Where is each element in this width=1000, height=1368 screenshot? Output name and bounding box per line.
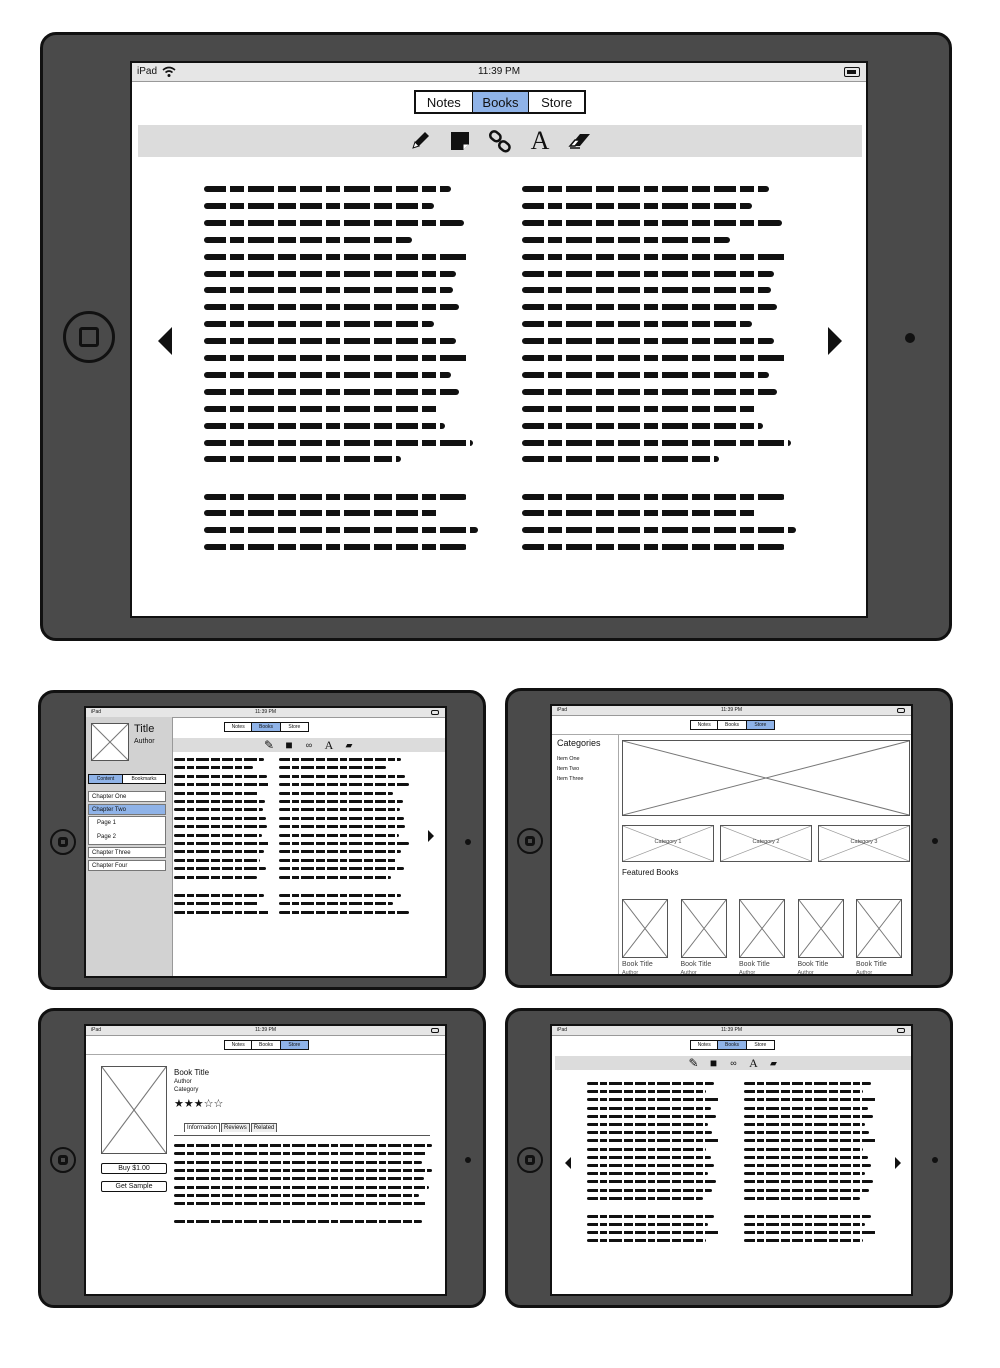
placeholder-text-line: [587, 1189, 712, 1192]
placeholder-text-line: [587, 1107, 711, 1110]
placeholder-text-line: [587, 1148, 706, 1151]
placeholder-text-line: [522, 338, 774, 344]
placeholder-text-line: [174, 1194, 419, 1197]
detail-ipad-frame: [38, 1008, 486, 1308]
category-item-two[interactable]: Item Two: [557, 766, 580, 772]
font-icon[interactable]: A: [749, 1055, 758, 1070]
placeholder-text-line: [744, 1189, 869, 1192]
placeholder-text-line: [744, 1239, 863, 1242]
category-tile-1[interactable]: [622, 825, 714, 862]
tab-content[interactable]: Content: [89, 775, 123, 783]
status-bar: [132, 63, 866, 82]
placeholder-text-line: [174, 766, 253, 769]
placeholder-text-line: [204, 321, 434, 327]
book-title[interactable]: Book Title: [797, 961, 829, 968]
placeholder-text-line: [174, 894, 264, 897]
placeholder-text-line: [204, 254, 470, 260]
top-tab-bar: [224, 722, 309, 732]
placeholder-text-line: [204, 237, 412, 243]
camera-icon: [932, 838, 938, 844]
category-tile-2[interactable]: [720, 825, 812, 862]
right-page-text: [522, 186, 796, 586]
placeholder-text-line: [522, 321, 752, 327]
status-time: 11:39 PM: [720, 707, 743, 713]
placeholder-text-line: [279, 817, 404, 820]
tab-store[interactable]: Store: [754, 1042, 767, 1048]
top-tab-bar: [690, 720, 775, 730]
placeholder-text-line: [174, 808, 263, 811]
placeholder-text-line: [744, 1164, 871, 1167]
placeholder-text-line: [204, 203, 434, 209]
placeholder-text-line: [744, 1172, 865, 1175]
placeholder-text-line: [744, 1231, 876, 1234]
placeholder-text-line: [522, 372, 769, 378]
main-screen: [130, 61, 868, 618]
featured-banner-placeholder[interactable]: [622, 740, 910, 816]
placeholder-text-line: [522, 510, 758, 516]
store-ipad-frame: [505, 688, 953, 988]
buy-button[interactable]: Buy $1.00: [101, 1163, 167, 1174]
book-cover-placeholder[interactable]: [856, 899, 902, 958]
placeholder-text-line: [744, 1123, 865, 1126]
toc-item-chapter-two[interactable]: Chapter Two: [88, 804, 166, 815]
placeholder-text-line: [522, 186, 769, 192]
placeholder-text-line: [522, 355, 788, 361]
placeholder-text-line: [174, 1161, 422, 1164]
battery-icon: [897, 1028, 905, 1033]
placeholder-text-line: [174, 800, 265, 803]
toc-ipad-frame: [38, 690, 486, 990]
toc-panel-tabs: [88, 774, 166, 784]
placeholder-text-line: [587, 1123, 708, 1126]
placeholder-text-line: [279, 859, 396, 862]
placeholder-text-line: [522, 406, 758, 412]
book-title: Book Title: [174, 1068, 210, 1077]
placeholder-text-line: [174, 1169, 432, 1172]
placeholder-text-line: [174, 1152, 427, 1155]
detail-screen: [84, 1024, 447, 1296]
tab-notes[interactable]: Notes: [416, 92, 473, 112]
battery-icon: [844, 67, 860, 77]
store-screen: [550, 704, 913, 976]
toc-item-chapter-three[interactable]: Chapter Three: [88, 847, 166, 858]
placeholder-text-line: [587, 1131, 712, 1134]
category-tile-label: Category 1: [654, 839, 682, 845]
placeholder-text-line: [279, 758, 401, 761]
placeholder-text-line: [204, 186, 451, 192]
placeholder-text-line: [587, 1180, 716, 1183]
detail-tabs: [184, 1123, 277, 1132]
home-button-icon[interactable]: [50, 1147, 76, 1173]
placeholder-text-line: [279, 783, 409, 786]
eraser-icon[interactable]: ▰: [770, 1057, 777, 1068]
right-page-text: [744, 1082, 876, 1282]
description-text: [174, 1144, 432, 1244]
status-time: 11:39 PM: [254, 1027, 277, 1033]
placeholder-text-line: [174, 842, 270, 845]
carrier-label: iPad: [557, 1027, 568, 1033]
placeholder-text-line: [587, 1156, 711, 1159]
main-ipad-frame: [40, 32, 952, 641]
book-cover-placeholder: [101, 1066, 167, 1154]
placeholder-text-line: [174, 775, 267, 778]
star-icon[interactable]: ☆: [203, 1098, 214, 1110]
placeholder-text-line: [174, 783, 270, 786]
placeholder-text-line: [522, 423, 763, 429]
book-title: Title: [134, 723, 155, 735]
carrier-label: iPad: [91, 1027, 102, 1033]
toc-item-page-2[interactable]: Page 2: [88, 829, 166, 845]
toc-screen: [84, 706, 447, 978]
book-author: Author: [622, 970, 639, 976]
placeholder-text-line: [279, 800, 403, 803]
tab-books[interactable]: Books: [252, 1041, 280, 1049]
placeholder-text-line: [174, 911, 270, 914]
book-title[interactable]: Book Title: [856, 961, 887, 968]
toc-item-chapter-one[interactable]: Chapter One: [88, 791, 166, 802]
status-bar: [552, 706, 911, 716]
placeholder-text-line: [279, 894, 401, 897]
placeholder-text-line: [587, 1098, 719, 1101]
placeholder-text-line: [587, 1115, 716, 1118]
book-title[interactable]: Book Title: [680, 961, 712, 968]
book-author: Author: [797, 970, 814, 976]
placeholder-text-line: [204, 544, 467, 550]
status-time: 11:39 PM: [720, 1027, 743, 1033]
left-page-text: [174, 758, 270, 958]
carrier-label: iPad: [137, 66, 158, 77]
status-bar: [552, 1026, 911, 1036]
tab-reviews[interactable]: Reviews: [221, 1123, 250, 1132]
category-item-three[interactable]: Item Three: [557, 776, 584, 782]
featured-books-heading: Featured Books: [622, 868, 679, 877]
placeholder-text-line: [522, 287, 771, 293]
placeholder-text-line: [174, 1144, 432, 1147]
tab-books[interactable]: Books: [718, 1041, 746, 1049]
placeholder-text-line: [744, 1223, 865, 1226]
top-tab-bar: [414, 90, 586, 114]
placeholder-text-line: [744, 1115, 873, 1118]
tab-store[interactable]: Store: [541, 94, 573, 110]
status-bar: [86, 1026, 445, 1036]
placeholder-text-line: [744, 1107, 868, 1110]
placeholder-text-line: [744, 1131, 869, 1134]
book-category: Category: [174, 1087, 199, 1093]
category-tile-3[interactable]: [818, 825, 910, 862]
star-icon[interactable]: ★: [183, 1098, 194, 1110]
placeholder-text-line: [279, 766, 386, 769]
tab-books[interactable]: Books: [473, 92, 530, 112]
placeholder-text-line: [204, 338, 456, 344]
placeholder-text-line: [279, 842, 409, 845]
camera-icon: [465, 839, 471, 845]
placeholder-text-line: [744, 1215, 871, 1218]
placeholder-text-line: [204, 389, 459, 395]
home-button-icon[interactable]: [517, 828, 543, 854]
tab-information[interactable]: Information: [184, 1123, 220, 1132]
pencil-icon[interactable]: ✎: [688, 1056, 699, 1070]
star-icon[interactable]: ★: [174, 1098, 184, 1110]
pencil-icon[interactable]: ✎: [263, 738, 275, 752]
link-icon[interactable]: ∞: [305, 740, 313, 750]
tab-books[interactable]: Books: [718, 721, 746, 729]
link-icon[interactable]: ∞: [730, 1058, 737, 1068]
placeholder-text-line: [279, 867, 404, 870]
placeholder-text-line: [204, 510, 440, 516]
placeholder-text-line: [174, 902, 258, 905]
placeholder-text-line: [174, 1177, 424, 1180]
battery-icon: [897, 708, 905, 713]
home-button-icon[interactable]: [517, 1147, 543, 1173]
placeholder-text-line: [522, 254, 788, 260]
camera-icon: [465, 1157, 471, 1163]
home-button-icon[interactable]: [63, 311, 115, 363]
header-divider: [86, 1054, 447, 1055]
placeholder-text-line: [522, 237, 730, 243]
placeholder-text-line: [522, 203, 752, 209]
home-button-icon[interactable]: [50, 829, 76, 855]
placeholder-text-line: [174, 867, 266, 870]
book-author: Author: [134, 738, 155, 745]
placeholder-text-line: [204, 406, 440, 412]
reader-small-ipad-frame: [505, 1008, 953, 1308]
placeholder-text-line: [174, 825, 267, 828]
star-rating[interactable]: [174, 1097, 223, 1110]
book-author: Author: [174, 1079, 192, 1085]
carrier-label: iPad: [557, 707, 568, 713]
placeholder-text-line: [587, 1139, 719, 1142]
placeholder-text-line: [744, 1139, 876, 1142]
camera-icon: [932, 1157, 938, 1163]
placeholder-text-line: [587, 1223, 708, 1226]
tab-notes[interactable]: Notes: [225, 723, 252, 731]
font-icon[interactable]: A: [324, 737, 334, 752]
book-cover-placeholder: [91, 723, 129, 761]
placeholder-text-line: [204, 355, 470, 361]
placeholder-text-line: [522, 220, 782, 226]
placeholder-text-line: [279, 902, 393, 905]
tab-notes[interactable]: Notes: [225, 1041, 252, 1049]
placeholder-text-line: [204, 494, 467, 500]
placeholder-text-line: [587, 1164, 714, 1167]
placeholder-text-line: [204, 220, 464, 226]
placeholder-text-line: [522, 494, 785, 500]
placeholder-text-line: [174, 1186, 429, 1189]
placeholder-text-line: [522, 544, 785, 550]
category-tile-label: Category 3: [850, 839, 878, 845]
placeholder-text-line: [279, 876, 391, 879]
reader-small-screen: [550, 1024, 913, 1296]
sticky-note-icon[interactable]: [440, 130, 480, 152]
font-icon[interactable]: A: [530, 126, 550, 155]
book-author: Author: [680, 970, 697, 976]
book-cover-placeholder[interactable]: [622, 899, 668, 958]
placeholder-text-line: [744, 1156, 868, 1159]
placeholder-text-line: [279, 808, 400, 811]
placeholder-text-line: [744, 1180, 873, 1183]
placeholder-text-line: [279, 850, 401, 853]
left-page-text: [587, 1082, 719, 1282]
battery-icon: [431, 1028, 439, 1033]
star-icon[interactable]: ★: [193, 1098, 204, 1110]
placeholder-text-line: [744, 1098, 876, 1101]
annotation-toolbar: [138, 125, 862, 157]
eraser-icon[interactable]: [560, 130, 600, 152]
placeholder-text-line: [279, 792, 393, 795]
annotation-toolbar: [555, 1056, 912, 1070]
prev-page-arrow-icon[interactable]: [158, 327, 172, 355]
placeholder-text-line: [279, 825, 405, 828]
book-author: Author: [739, 970, 756, 976]
star-icon[interactable]: ☆: [213, 1098, 224, 1110]
annotation-toolbar: [173, 738, 445, 752]
placeholder-text-line: [522, 527, 796, 533]
placeholder-text-line: [587, 1172, 708, 1175]
placeholder-text-line: [174, 792, 258, 795]
placeholder-text-line: [204, 287, 453, 293]
placeholder-text-line: [204, 440, 473, 446]
placeholder-text-line: [587, 1215, 714, 1218]
placeholder-text-line: [587, 1231, 719, 1234]
prev-page-arrow-icon[interactable]: [565, 1157, 571, 1169]
pencil-icon[interactable]: [400, 130, 440, 152]
status-time: 11:39 PM: [477, 66, 521, 77]
placeholder-text-line: [174, 1220, 422, 1223]
book-title[interactable]: Book Title: [622, 961, 653, 968]
placeholder-text-line: [744, 1082, 871, 1085]
categories-heading: Categories: [557, 738, 601, 748]
placeholder-text-line: [174, 859, 260, 862]
placeholder-text-line: [204, 527, 478, 533]
top-tab-bar: [224, 1040, 309, 1050]
placeholder-text-line: [522, 271, 774, 277]
placeholder-text-line: [522, 389, 777, 395]
next-page-arrow-icon[interactable]: [895, 1157, 901, 1169]
placeholder-text-line: [204, 372, 451, 378]
placeholder-text-line: [279, 775, 405, 778]
placeholder-text-line: [587, 1082, 714, 1085]
book-cover-placeholder[interactable]: [798, 899, 844, 958]
placeholder-text-line: [204, 271, 456, 277]
right-page-text: [279, 758, 409, 958]
tab-notes[interactable]: Notes: [691, 1041, 718, 1049]
placeholder-text-line: [279, 834, 399, 837]
placeholder-text-line: [587, 1239, 706, 1242]
placeholder-text-line: [174, 834, 262, 837]
category-tile-label: Category 2: [752, 839, 780, 845]
get-sample-button[interactable]: Get Sample: [101, 1181, 167, 1192]
status-time: 11:39 PM: [254, 709, 277, 715]
placeholder-text-line: [744, 1148, 863, 1151]
placeholder-text-line: [204, 456, 401, 462]
placeholder-text-line: [279, 911, 409, 914]
next-page-arrow-icon[interactable]: [828, 327, 842, 355]
book-cover-placeholder[interactable]: [681, 899, 727, 958]
book-title[interactable]: Book Title: [739, 961, 770, 968]
placeholder-text-line: [174, 817, 266, 820]
placeholder-text-line: [174, 1202, 427, 1205]
placeholder-text-line: [522, 456, 719, 462]
eraser-icon[interactable]: ▰: [345, 739, 353, 750]
link-icon[interactable]: [480, 129, 520, 153]
placeholder-text-line: [174, 758, 264, 761]
next-page-arrow-icon[interactable]: [428, 830, 434, 842]
book-cover-placeholder[interactable]: [739, 899, 785, 958]
placeholder-text-line: [204, 304, 459, 310]
featured-books-row: [622, 884, 912, 974]
sticky-note-icon[interactable]: ■: [285, 738, 293, 752]
left-page-text: [204, 186, 478, 586]
sticky-note-icon[interactable]: ■: [709, 1056, 718, 1070]
toc-item-chapter-four[interactable]: Chapter Four: [88, 860, 166, 871]
battery-icon: [431, 710, 439, 715]
placeholder-text-line: [204, 423, 445, 429]
carrier-label: iPad: [91, 709, 102, 715]
tab-related[interactable]: Related: [251, 1123, 278, 1132]
placeholder-text-line: [587, 1197, 703, 1200]
tab-store[interactable]: Store: [281, 1041, 308, 1049]
tabs-underline: [174, 1135, 430, 1136]
tab-notes[interactable]: Notes: [691, 721, 718, 729]
toc-item-page-1[interactable]: Page 1: [88, 816, 166, 829]
tab-store[interactable]: Store: [747, 721, 774, 729]
toc-sidebar: [86, 717, 173, 978]
placeholder-text-line: [174, 850, 264, 853]
top-tab-bar: [690, 1040, 775, 1050]
book-author: Author: [856, 970, 873, 976]
tab-store[interactable]: Store: [288, 724, 301, 730]
placeholder-text-line: [744, 1197, 860, 1200]
tab-books[interactable]: Books: [252, 723, 280, 731]
placeholder-text-line: [522, 304, 777, 310]
tab-bookmarks[interactable]: Bookmarks: [131, 776, 157, 782]
camera-icon: [905, 333, 915, 343]
placeholder-text-line: [522, 440, 791, 446]
placeholder-text-line: [587, 1090, 706, 1093]
placeholder-text-line: [174, 876, 257, 879]
category-item-one[interactable]: Item One: [557, 756, 580, 762]
placeholder-text-line: [744, 1090, 863, 1093]
